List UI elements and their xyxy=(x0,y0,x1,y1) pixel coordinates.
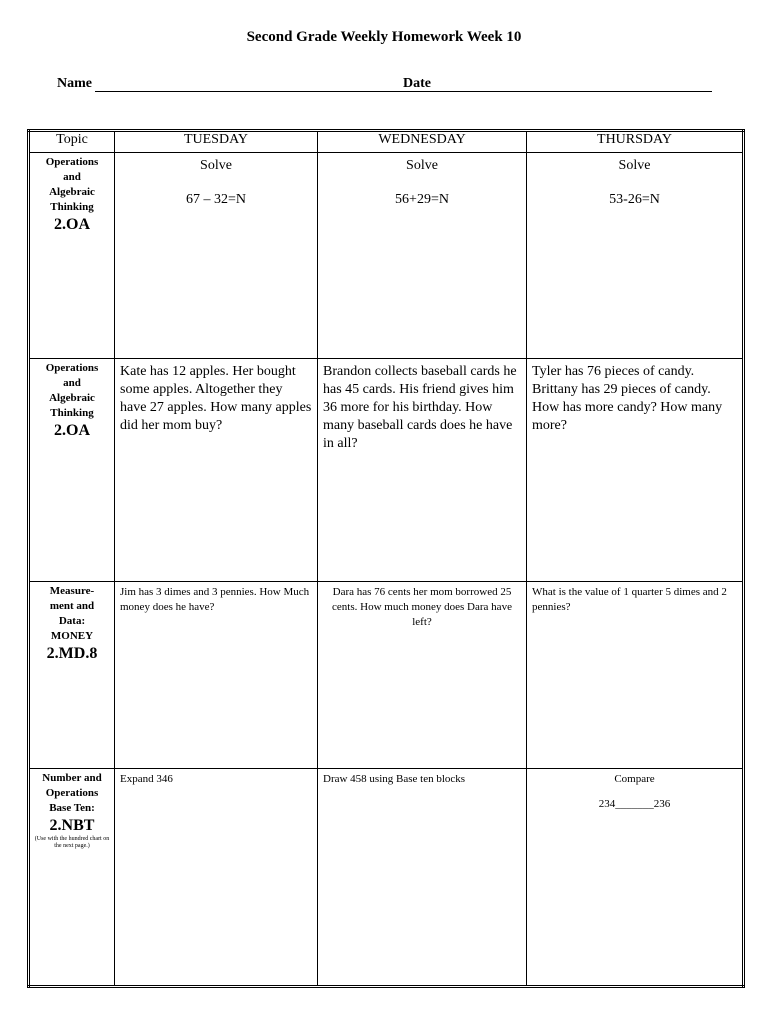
task-text: Draw 458 using Base ten blocks xyxy=(323,773,466,785)
topic-line: Measure- xyxy=(49,585,95,597)
standard-code: 2.OA xyxy=(54,422,90,439)
table-row xyxy=(29,153,744,359)
wednesday-cell[interactable] xyxy=(318,359,527,582)
topic-line: Data: xyxy=(58,615,86,627)
topic-line: Operations xyxy=(45,362,99,374)
topic-line: ment and xyxy=(49,600,95,612)
header-tuesday: TUESDAY xyxy=(115,131,318,153)
word-problem: Dara has 76 cents her mom borrowed 25 cents. How much money does Dara have left? xyxy=(332,586,512,628)
tuesday-cell[interactable] xyxy=(115,359,318,582)
solve-label: Solve xyxy=(200,158,232,173)
equation: 67 – 32=N xyxy=(185,192,246,207)
equation: 56+29=N xyxy=(395,192,449,207)
wednesday-cell[interactable] xyxy=(318,582,527,769)
topic-line: MONEY xyxy=(50,630,94,642)
wednesday-cell[interactable] xyxy=(318,769,527,987)
compare-label: Compare xyxy=(614,773,655,785)
standard-code: 2.MD.8 xyxy=(46,645,98,662)
tuesday-cell[interactable] xyxy=(115,582,318,769)
header-thursday: THURSDAY xyxy=(527,131,744,153)
task-text: Expand 346 xyxy=(120,773,173,785)
topic-line: Thinking xyxy=(50,201,94,213)
word-problem: Kate has 12 apples. Her bought some apples. Altogether they have 27 apples. How many apples did her mom buy? xyxy=(120,364,312,433)
page-title: Second Grade Weekly Homework Week 10 xyxy=(246,29,522,45)
standard-code: 2.NBT xyxy=(49,817,95,834)
thursday-cell[interactable] xyxy=(527,359,744,582)
word-problem: Tyler has 76 pieces of candy. Brittany has 29 pieces of candy. How has more candy? How many more? xyxy=(532,364,723,433)
topic-line: and xyxy=(63,377,81,389)
topic-cell xyxy=(29,582,115,769)
header-topic: Topic xyxy=(29,131,115,153)
topic-line: Operations xyxy=(45,156,99,168)
topic-cell xyxy=(29,153,115,359)
topic-line: Base Ten: xyxy=(49,802,95,814)
equation: 53-26=N xyxy=(609,192,660,207)
tuesday-cell[interactable] xyxy=(115,769,318,987)
homework-table xyxy=(27,129,745,988)
thursday-cell[interactable] xyxy=(527,582,744,769)
topic-note: (Use with the hundred chart on the next page.) xyxy=(34,836,110,849)
word-problem: Brandon collects baseball cards he has 45 cards. His friend gives him 36 more for his birthday. How many baseball cards does he have in all? xyxy=(323,364,517,451)
wednesday-cell[interactable] xyxy=(318,153,527,359)
date-label: Date xyxy=(403,76,431,91)
table-row xyxy=(29,769,744,987)
topic-line: Algebraic xyxy=(49,392,95,404)
name-label: Name xyxy=(57,76,92,91)
topic-cell xyxy=(29,359,115,582)
word-problem: Jim has 3 dimes and 3 pennies. How Much money does he have? xyxy=(120,586,310,613)
compare-expression: 234_______236 xyxy=(598,798,671,810)
topic-line: Number and xyxy=(42,772,102,784)
topic-line: Operations xyxy=(45,787,99,799)
date-field[interactable] xyxy=(433,91,712,92)
solve-label: Solve xyxy=(618,158,651,173)
name-date-row xyxy=(57,76,717,96)
topic-line: and xyxy=(63,171,81,183)
header-row xyxy=(29,131,744,153)
tuesday-cell[interactable] xyxy=(115,153,318,359)
topic-cell xyxy=(29,769,115,987)
thursday-cell[interactable] xyxy=(527,153,744,359)
solve-label: Solve xyxy=(406,158,438,173)
table-row xyxy=(29,359,744,582)
thursday-cell[interactable] xyxy=(527,769,744,987)
word-problem: What is the value of 1 quarter 5 dimes and 2 pennies? xyxy=(532,586,727,613)
standard-code: 2.OA xyxy=(54,216,90,233)
topic-line: Thinking xyxy=(50,407,94,419)
topic-line: Algebraic xyxy=(49,186,95,198)
header-wednesday: WEDNESDAY xyxy=(318,131,527,153)
table-row xyxy=(29,582,744,769)
